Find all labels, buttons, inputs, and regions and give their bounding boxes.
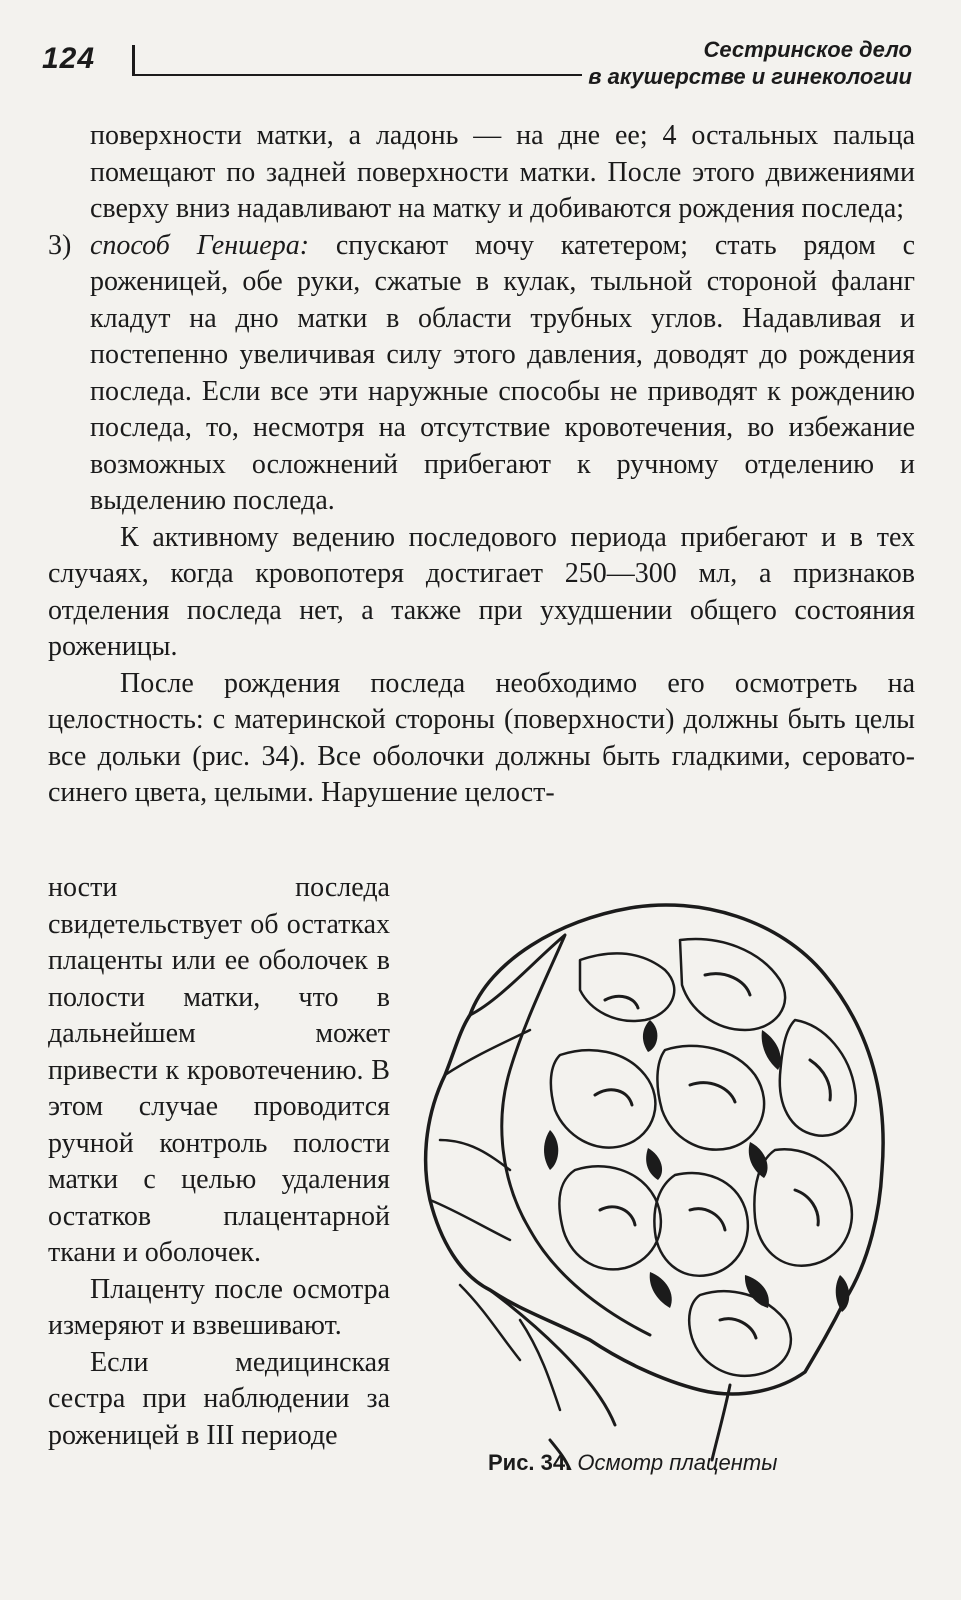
header-rule-tick xyxy=(132,45,135,75)
paragraph-nurse-observation: Если медицинская сестра при наблюдении за роженицей в III периоде xyxy=(48,1346,390,1451)
running-title-line1: Сестринское дело xyxy=(703,37,912,62)
method-description: спускают мочу катетером; стать рядом с роженицей, обе руки, сжатые в кулак, тыльной стороной фаланг кладут на дно матки в области трубных углов. Надавливая и постепенно увеличивая силу этого давления, доводят до рождения последа. Если все эти наружные способы не приводят к рождению последа, то, несмотря на отсутствие кровотечения, во избежание возможных осложнений прибегают к ручному отделению и выделению последа. xyxy=(90,229,916,516)
paragraph-retained-parts: ности последа свидетельствует об остатках плаценты или ее оболочек в полости матки, что в дальнейшем может привести к кровотечению. В этом случае проводится ручной контроль полости матки с целью удаления остатков плацентарной ткани и оболочек. xyxy=(48,872,390,1268)
paragraph-active-management: К активному ведению последового периода прибегают и в тех случаях, когда кровопотеря достигает 250—300 мл, а признаков отделения последа нет, а также при ухудшении общего состояния роженицы. xyxy=(48,521,915,662)
body-text xyxy=(48,118,916,812)
placenta-illustration xyxy=(400,880,920,1470)
page-number: 124 xyxy=(42,42,96,75)
list-item-number: 3) xyxy=(48,229,72,261)
figure-caption-label: Рис. 34. xyxy=(488,1450,572,1475)
paragraph-continuation: поверхности матки, а ладонь — на дне ее; 4 остальных пальца помещают по задней поверхности матки. После этого движениями сверху вниз надавливают на матку и добиваются рождения последа; xyxy=(90,120,915,224)
side-column-text xyxy=(48,870,390,1454)
figure-caption xyxy=(488,1450,777,1476)
page-header xyxy=(42,30,912,100)
paragraph-measure-placenta: Плаценту после осмотра измеряют и взвешивают. xyxy=(48,1273,390,1341)
list-item-3 xyxy=(48,228,916,520)
method-name: способ Геншера: xyxy=(90,229,310,261)
figure-caption-text: Осмотр плаценты xyxy=(577,1450,778,1475)
header-rule xyxy=(132,74,582,76)
running-title xyxy=(588,36,912,90)
running-title-line2: в акушерстве и гинекологии xyxy=(588,64,912,89)
paragraph-placenta-inspection: После рождения последа необходимо его осмотреть на целостность: с материнской стороны (поверхности) должны быть целы все дольки (рис. 34). Все оболочки должны быть гладкими, серовато-синего цвета, целыми. Нарушение целост- xyxy=(48,667,915,808)
